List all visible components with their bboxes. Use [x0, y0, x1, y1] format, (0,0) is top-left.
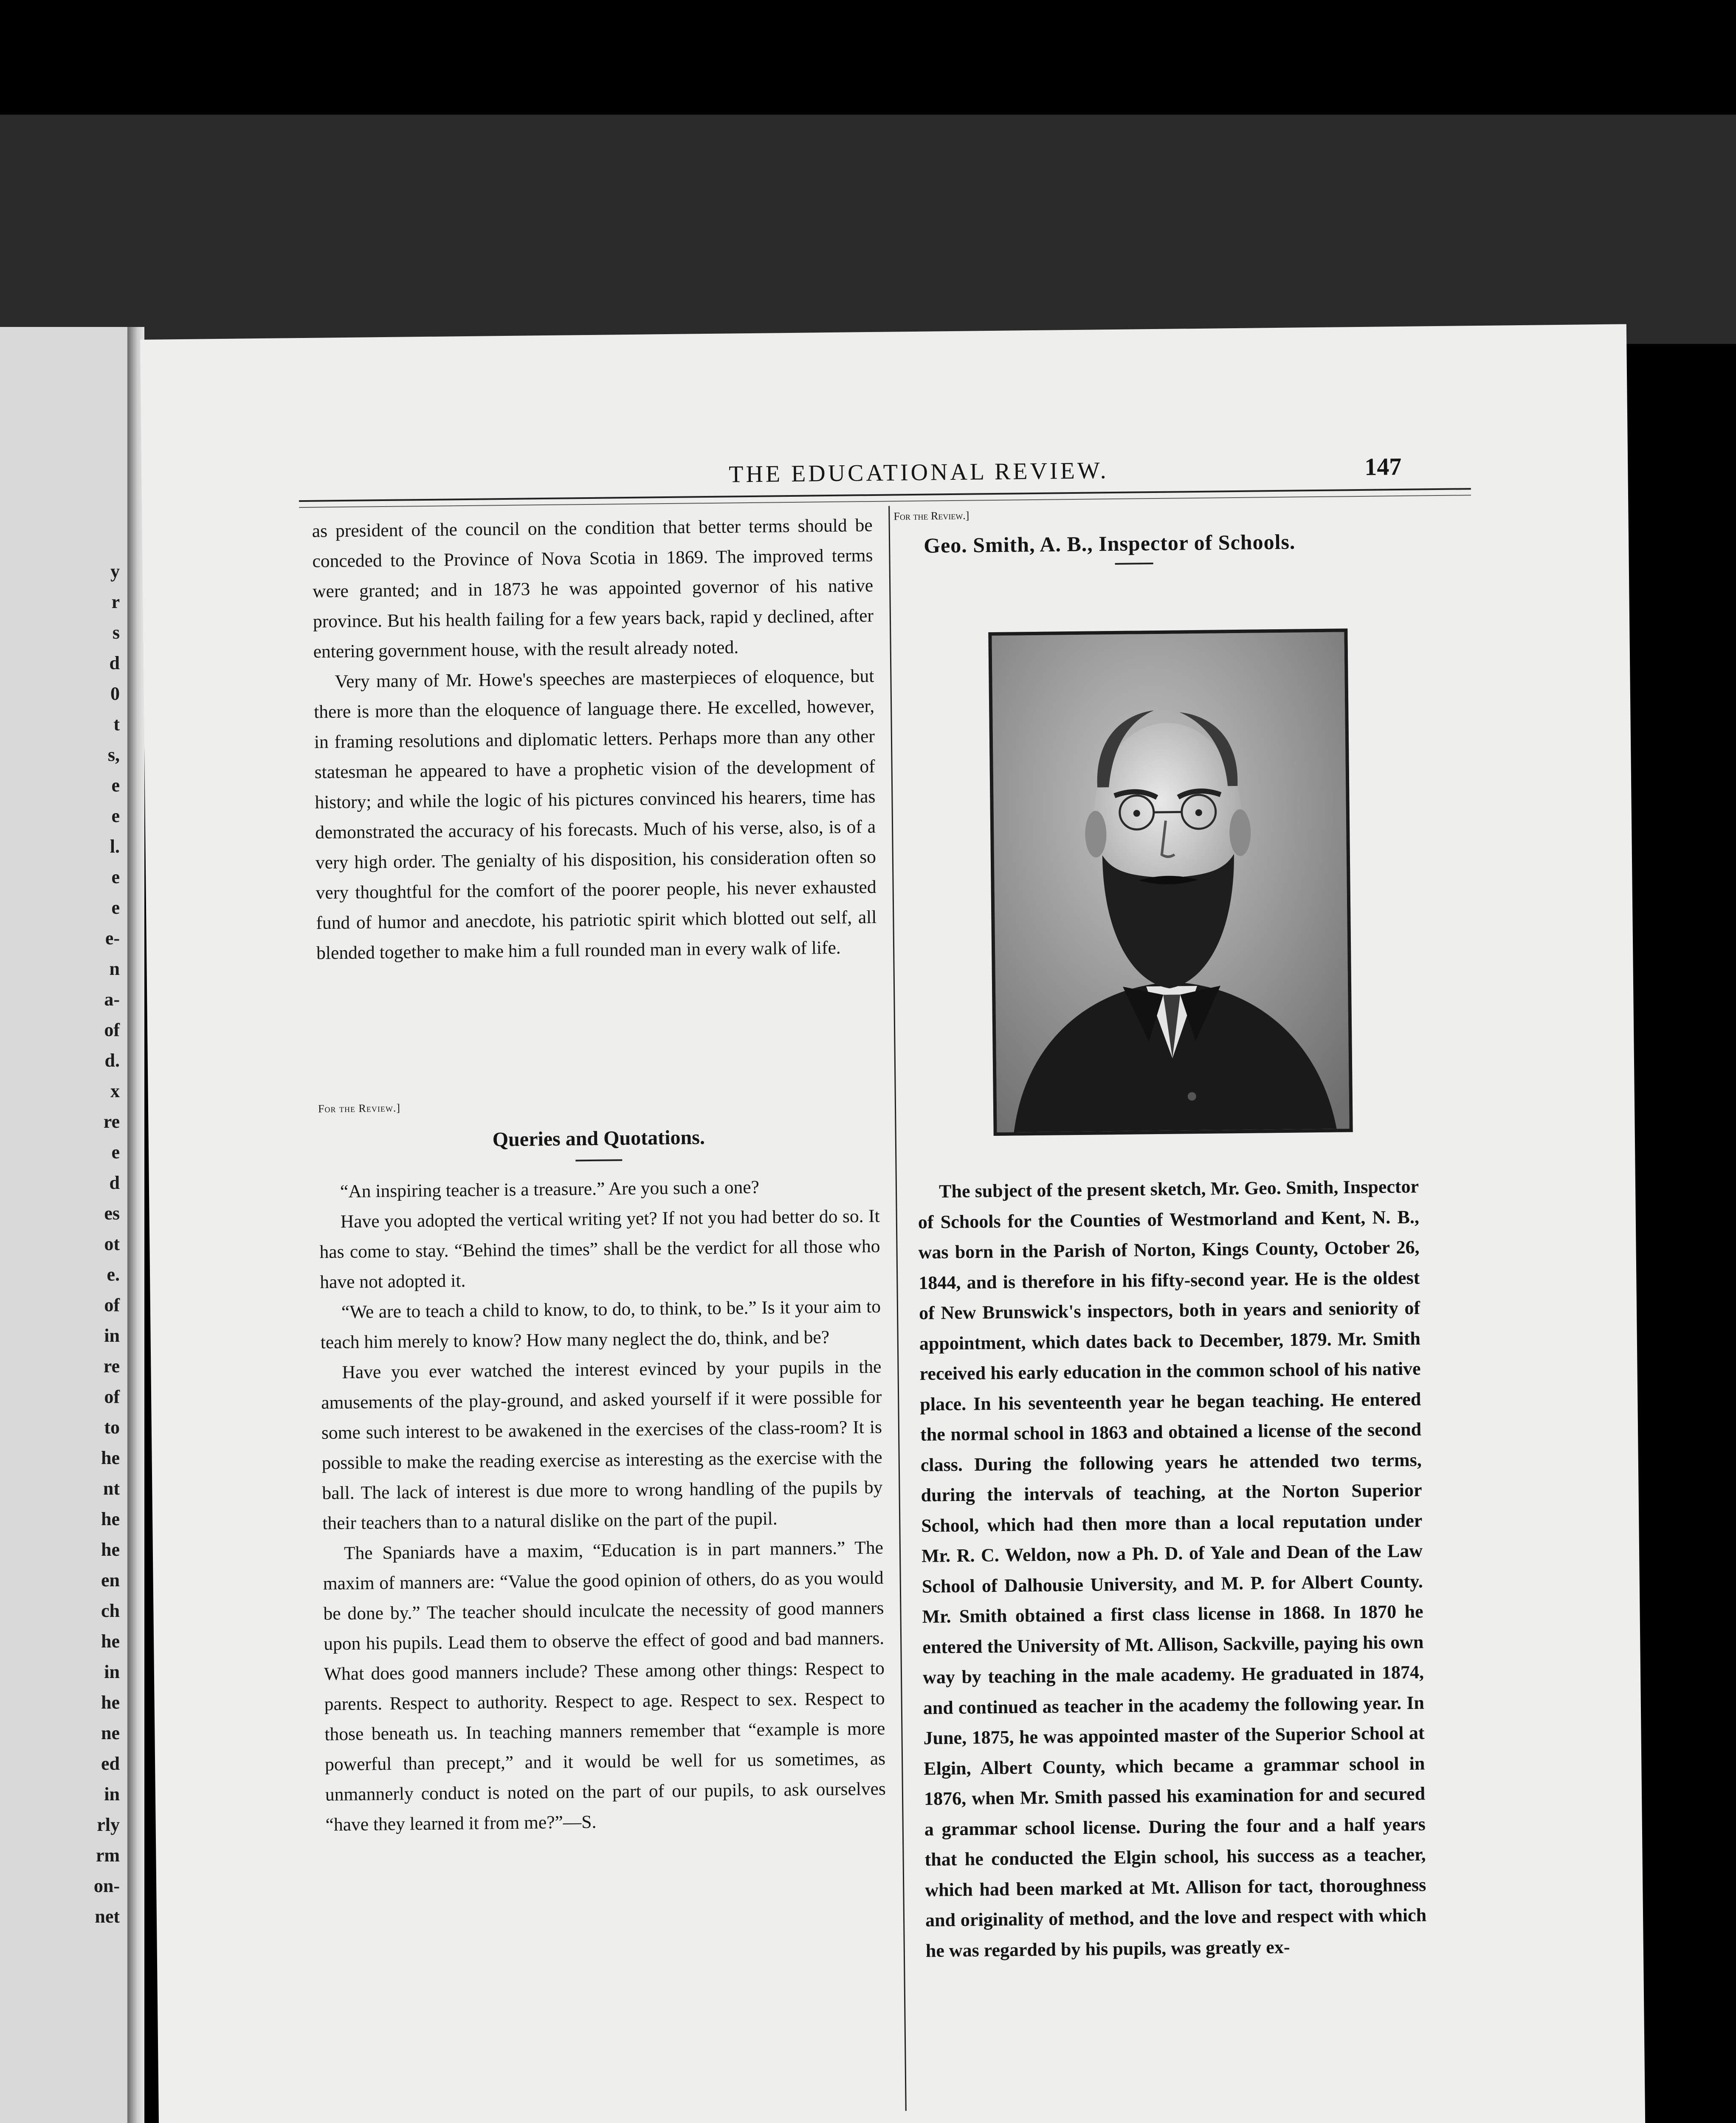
- edge-fragment: d: [109, 1172, 120, 1193]
- edge-fragment: a-: [104, 989, 120, 1010]
- sketch-body-column: [918, 1171, 1427, 1966]
- edge-fragment: in: [104, 1325, 120, 1346]
- edge-fragment: of: [104, 1295, 120, 1315]
- edge-fragment: of: [104, 1019, 120, 1040]
- edge-fragment: net: [95, 1906, 120, 1927]
- edge-fragment: e-: [105, 928, 120, 949]
- query-paragraph: “An inspiring teacher is a treasure.” Are you such a one?: [340, 1177, 760, 1202]
- sketch-credit: For the Review.]: [893, 509, 969, 523]
- edge-fragment: he: [101, 1447, 120, 1468]
- edge-fragment: r: [111, 591, 120, 612]
- query-paragraph: “We are to teach a child to know, to do, to think, to be.” Is it your aim to teach him merely to know? How many neglect the do, think, and be?: [320, 1296, 881, 1353]
- edge-fragment: ch: [101, 1600, 120, 1621]
- edge-fragment: he: [101, 1692, 120, 1713]
- film-border-top: [0, 0, 1736, 115]
- queries-section: [318, 1088, 886, 1840]
- edge-fragment: y: [110, 561, 120, 582]
- edge-fragment: e: [111, 805, 120, 826]
- edge-fragment: re: [103, 1356, 120, 1377]
- film-background: [0, 115, 1736, 344]
- howe-paragraph-speeches: Very many of Mr. Howe's speeches are masterpieces of eloquence, but there is more than the eloquence of language there. He excelled, however, in framing resolutions and diplomatic letters. Perhaps more than any other statesman he appeared to have a prophetic vision of the development of history; and while the logic of his pictures convinced his hearers, time has demonstrated the accuracy of his forecasts. Much of his verse, also, is of a very high order. The genialty of his disposition, his consideration often so very thoughtful for the comfort of the poorer people, his never exhausted fund of humor and anecdote, his patriotic spirit which blotted out self, all blended together to make him a full rounded man in every walk of life.: [313, 665, 877, 963]
- edge-fragment: t: [113, 714, 120, 735]
- portrait-photo: [988, 628, 1353, 1136]
- edge-fragment: in: [104, 1784, 120, 1805]
- running-head: THE EDUCATIONAL REVIEW.: [728, 457, 1109, 488]
- edge-fragment: e.: [107, 1264, 120, 1285]
- page-number: 147: [1364, 452, 1402, 481]
- edge-fragment: he: [101, 1631, 120, 1652]
- book-gutter: [127, 327, 144, 2123]
- edge-fragment: 0: [110, 683, 120, 704]
- edge-fragment: d.: [104, 1050, 120, 1071]
- title-rule: [575, 1159, 622, 1161]
- previous-page-text-fragments: [94, 556, 120, 1932]
- edge-fragment: on-: [93, 1875, 120, 1896]
- edge-fragment: he: [101, 1509, 120, 1529]
- edge-fragment: to: [104, 1417, 120, 1438]
- edge-fragment: of: [104, 1386, 120, 1407]
- header-rule: [299, 488, 1471, 502]
- edge-fragment: es: [104, 1203, 120, 1224]
- edge-fragment: ne: [101, 1723, 120, 1743]
- edge-fragment: he: [101, 1539, 120, 1560]
- query-paragraph: Have you ever watched the interest evinced by your pupils in the amusements of the play-ground, and asked yourself if it were possible for some such interest to be awakened in the exercises of the class-room? It is possible to make the reading exercise as interesting as the exercise with the ball. The lack of interest is due more to wrong handling of the pupils by their teachers than to a natural dislike on the part of the pupil.: [321, 1356, 883, 1534]
- queries-credit: For the Review.]: [318, 1101, 401, 1115]
- edge-fragment: e: [111, 867, 120, 887]
- query-paragraph: The Spaniards have a maxim, “Education is in part manners.” The maxim of manners are: “Value the good opinion of others, do as you would be done by.” The teacher should inculcate the necessity of good manners upon his pupils. Lead them to observe the effect of good and bad manners. What does good manners include? These among other things: Respect to parents. Respect to authority. Respect to age. Respect to sex. Respect to those beneath us. In teaching manners remember that “example is more powerful than precept,” and it would be well for us sometimes, as unmannerly conduct is noted on the part of our pupils, to ask ourselves “have they learned it from me?”—S.: [323, 1537, 886, 1835]
- left-column-top: [312, 510, 877, 969]
- portrait-illustration: [992, 632, 1349, 1132]
- edge-fragment: en: [101, 1570, 120, 1591]
- column-divider: [888, 506, 907, 2111]
- edge-fragment: e: [111, 897, 120, 918]
- edge-fragment: n: [109, 958, 120, 979]
- previous-page-edge: [0, 327, 130, 2123]
- edge-fragment: re: [103, 1111, 120, 1132]
- edge-fragment: s: [112, 622, 120, 643]
- edge-fragment: l.: [110, 836, 120, 857]
- edge-fragment: d: [109, 653, 120, 673]
- edge-fragment: nt: [103, 1478, 120, 1499]
- query-paragraph: Have you adopted the vertical writing yet? If not you had better do so. It has come to stay. “Behind the times” shall be the verdict for all those who have not adopted it.: [319, 1205, 880, 1292]
- queries-title: Queries and Quotations.: [492, 1126, 705, 1151]
- header-rule-thin: [299, 495, 1471, 508]
- edge-fragment: in: [104, 1661, 120, 1682]
- edge-fragment: s,: [107, 744, 120, 765]
- edge-fragment: rly: [97, 1814, 120, 1835]
- title-rule: [1115, 563, 1153, 565]
- edge-fragment: rm: [96, 1845, 120, 1866]
- sketch-body: The subject of the present sketch, Mr. Geo. Smith, Inspector of Schools for the Counties of Westmorland and Kent, N. B., was born in the Parish of Norton, Kings County, October 26, 1844, and is therefore in his fifty-second year. He is the oldest of New Brunswick's inspectors, both in years and seniority of appointment, which dates back to December, 1879. Mr. Smith received his early education in the common school of his native place. In his seventeenth year he began teaching. He entered the normal school in 1863 and obtained a license of the second class. During the following years he attended two terms, during the intervals of teaching, at the Norton Superior School, which had then more than a local reputation under Mr. R. C. Weldon, now a Ph. D. of Yale and Dean of the Law School of Dalhousie University, and M. P. for Albert County. Mr. Smith obtained a first class license in 1868. In 1870 he entered the University of Mt. Allison, Sackville, paying his own way by teaching in the male academy. He graduated in 1874, and continued as teacher in the academy the following year. In June, 1875, he was appointed master of the Superior School at Elgin, Albert County, which became a grammar school in 1876, when Mr. Smith passed his examination for and secured a grammar school license. During the four and a half years that he conducted the Elgin school, his success as a teacher, which had been marked at Mt. Allison for tact, thoroughness and originality of method, and the love and respect with which he was regarded by his pupils, was greatly ex-: [918, 1176, 1427, 1961]
- howe-paragraph-continued: as president of the council on the condition that better terms should be conceded to the Province of Nova Scotia in 1869. The improved terms were granted; and in 1873 he was appointed governor of his native province. But his health failing for a few years back, rapid y declined, after entering government house, with the result already noted.: [312, 515, 874, 662]
- edge-fragment: x: [110, 1081, 120, 1101]
- edge-fragment: ot: [104, 1233, 120, 1254]
- sketch-title: Geo. Smith, A. B., Inspector of Schools.: [923, 529, 1296, 557]
- edge-fragment: e: [111, 775, 120, 796]
- scanned-page: [140, 324, 1647, 2123]
- edge-fragment: ed: [101, 1753, 120, 1774]
- edge-fragment: e: [111, 1142, 120, 1163]
